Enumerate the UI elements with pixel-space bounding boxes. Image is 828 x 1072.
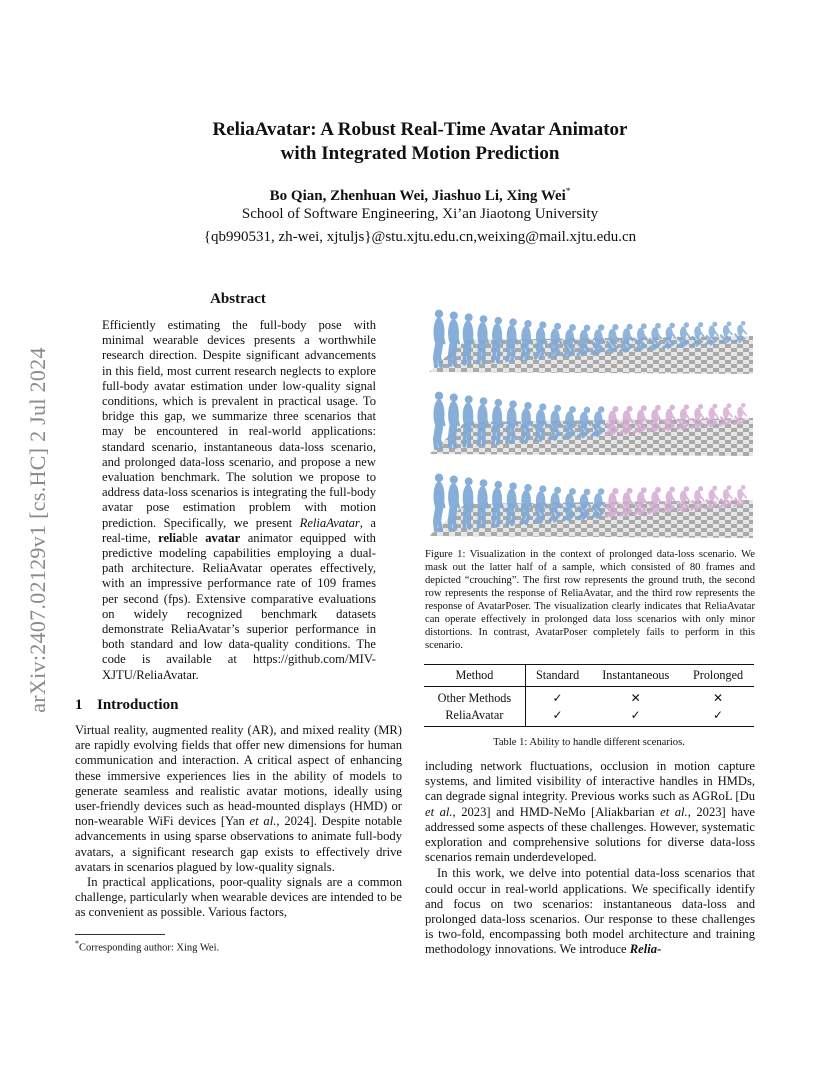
avatar-head bbox=[727, 403, 732, 408]
avatar-head bbox=[598, 324, 604, 330]
right-etal-2: et al. bbox=[660, 804, 688, 819]
intro-title: Introduction bbox=[97, 697, 179, 713]
figure-1 bbox=[425, 296, 753, 541]
figure-row-avatarposer bbox=[429, 474, 753, 538]
table-row bbox=[424, 687, 754, 708]
avatar-head bbox=[627, 406, 633, 412]
avatar-head bbox=[450, 312, 458, 320]
table-header-instantaneous: Instantaneous bbox=[589, 665, 682, 687]
avatar-head bbox=[495, 317, 503, 325]
avatar-head bbox=[669, 323, 675, 329]
avatar-head bbox=[495, 399, 503, 407]
avatar-head bbox=[509, 400, 517, 408]
abstract-text-c: ble bbox=[182, 530, 206, 545]
avatar-head bbox=[554, 323, 561, 330]
table-cell-standard: ✓ bbox=[552, 691, 563, 705]
figure-visualization bbox=[425, 296, 753, 541]
avatar-head bbox=[669, 405, 675, 411]
avatar-head bbox=[569, 324, 576, 331]
avatar-head bbox=[741, 485, 746, 490]
table-cell-prolonged: ✕ bbox=[712, 691, 724, 705]
table-cell-prolonged: ✓ bbox=[682, 707, 754, 727]
abstract-body bbox=[102, 318, 376, 683]
avatar-head bbox=[698, 404, 703, 409]
avatar-head bbox=[684, 322, 689, 327]
paper-title bbox=[120, 118, 720, 166]
emails: {qb990531, zh-wei, xjtuljs}@stu.xjtu.edu.cn,weixing@mail.xjtu.edu.cn bbox=[203, 229, 637, 245]
avatar-head bbox=[584, 325, 591, 332]
authors bbox=[80, 186, 760, 205]
intro-p1-b: , 2024]. Despite notable advancements in using sparse observations to animate full-body avatars, a significant research gap exists to effectively drive avatars in scenarios plagued by low-quality signals. bbox=[75, 814, 402, 874]
footnote-mark: * bbox=[75, 939, 79, 948]
intro-heading bbox=[75, 697, 178, 714]
author-names: Bo Qian, Zhenhuan Wei, Jiashuo Li, Xing Wei bbox=[269, 188, 566, 204]
avatar-legs bbox=[435, 509, 441, 530]
avatar-head bbox=[465, 313, 473, 321]
avatar-head bbox=[584, 407, 591, 414]
avatar-head bbox=[554, 487, 561, 494]
intro-p1-a: Virtual reality, augmented reality (AR), and mixed reality (MR) are rapidly evolving fields that offer new dimensions for human communication and interaction. A critical aspect of enhancing these immersive experiences lies in the ability of models to generate seamless and realistic avatar motions, ideally using user-friendly devices such as head-mounted displays (HMD) or non-wearable WiFi devices [Yan bbox=[75, 723, 402, 829]
figure-row-ground-truth bbox=[429, 310, 753, 374]
avatar-head bbox=[509, 482, 517, 490]
avatar-head bbox=[712, 486, 717, 491]
avatar-head bbox=[435, 392, 443, 400]
avatar-head bbox=[554, 405, 561, 412]
avatar-legs bbox=[435, 345, 441, 366]
table-cell-instantaneous: ✓ bbox=[589, 707, 682, 727]
avatar-head bbox=[584, 489, 591, 496]
avatar-head bbox=[480, 397, 488, 405]
avatar-head bbox=[727, 321, 732, 326]
avatar-head bbox=[741, 321, 746, 326]
avatar-head bbox=[524, 484, 531, 491]
table-cell-method: Other Methods bbox=[424, 687, 525, 708]
avatar-head bbox=[698, 486, 703, 491]
right-paragraph-2 bbox=[425, 866, 755, 957]
avatar-head bbox=[509, 318, 517, 326]
intro-paragraph-2: In practical applications, poor-quality signals are a common challenge, particularly when wearable devices are intended to be as convenient as possible. Various factors, bbox=[75, 875, 402, 920]
avatar-head bbox=[698, 322, 703, 327]
figure-row-reliaavatar bbox=[429, 392, 753, 456]
avatar-legs bbox=[535, 509, 543, 522]
avatar-head bbox=[435, 310, 443, 318]
intro-paragraph-1 bbox=[75, 723, 402, 875]
table-row bbox=[424, 707, 754, 727]
title-line-2: with Integrated Motion Prediction bbox=[280, 143, 560, 164]
avatar-head bbox=[727, 485, 732, 490]
abstract-text-b: , a real-time, bbox=[102, 515, 377, 545]
avatar-head bbox=[669, 487, 675, 493]
avatar-figure bbox=[434, 310, 445, 366]
footnote-text: Corresponding author: Xing Wei. bbox=[79, 942, 220, 954]
avatar-head bbox=[524, 320, 531, 327]
avatar-head bbox=[480, 315, 488, 323]
footnote bbox=[75, 939, 402, 954]
right-p1-b: , 2023] and HMD-NeMo [Aliakbarian bbox=[452, 804, 661, 819]
avatar-head bbox=[495, 481, 503, 489]
table-1 bbox=[424, 664, 754, 727]
affiliation: School of Software Engineering, Xi’an Jiaotong University bbox=[241, 206, 599, 222]
right-etal-1: et al. bbox=[425, 804, 453, 819]
avatar-legs bbox=[435, 427, 441, 448]
abstract-text-a: Efficiently estimating the full-body pose with minimal wearable devices presents a worthwhile research direction. Despite significant advancements in this field, most current research neglects to explore full-body avatar estimation under low-quality signal conditions, which is prevalent in practical usage. To bridge this gap, we summarize three scenarios that may be encountered in real-world applications: standard scenario, instantaneous data-loss scenario, and prolonged data-loss scenario, and propose a new evaluation benchmark. The solution we propose to address data-loss scenarios is integrating the full-body avatar pose estimation problem with motion prediction. Specifically, we present bbox=[102, 318, 376, 530]
avatar-head bbox=[569, 488, 576, 495]
table-cell-method: ReliaAvatar bbox=[424, 707, 525, 727]
avatar-head bbox=[480, 479, 488, 487]
abstract-avatar-bold: avatar bbox=[205, 530, 241, 545]
avatar-head bbox=[539, 485, 546, 492]
avatar-head bbox=[712, 404, 717, 409]
right-p1-c: , 2023] have addressed some aspects of these challenges. However, systematic exploration and comprehensive solutions for diverse data-loss scenarios remain underdeveloped. bbox=[425, 804, 756, 865]
abstract-text-d: animator equipped with predictive modeling capabilities employing a dual-path architecture. ReliaAvatar operates effectively, with an impressive performance rate of 109 frames per second (fps). Extensive comparative evaluations on widely recognized benchmark datasets demonstrate ReliaAvatar’s superior performance in both standard and low data-quality conditions. The code is available at https://github.com/MIV-XJTU/ReliaAvatar. bbox=[102, 530, 376, 682]
right-paragraph-1 bbox=[425, 759, 755, 865]
intro-etal: et al. bbox=[249, 814, 277, 829]
avatar-head bbox=[627, 488, 633, 494]
avatar-head bbox=[641, 323, 647, 329]
title-line-1: ReliaAvatar: A Robust Real-Time Avatar Animator bbox=[212, 119, 628, 140]
right-column-body bbox=[425, 759, 755, 958]
author-mark: * bbox=[565, 186, 571, 196]
abstract-heading: Abstract bbox=[210, 291, 266, 307]
avatar-head bbox=[684, 404, 689, 409]
figure-caption: Figure 1: Visualization in the context of prolonged data-loss scenario. We mask out the latter half of a sample, which consisted of 80 frames and depicted “crouching”. The first row represents the ground truth, the second row represents the response of ReliaAvatar, and the third row represents the response of AvatarPoser. The visualization clearly indicates that ReliaAvatar can operate effectively in prolonged data loss scenarios with only minor distortions. In contrast, AvatarPoser completely fails to perform in this scenario. bbox=[425, 549, 755, 651]
arxiv-sidebar bbox=[18, 300, 58, 760]
intro-body bbox=[75, 723, 402, 921]
right-p2-a: In this work, we delve into potential data-loss scenarios that could occur in real-world applications. We specifically identify and focus on two scenarios: instantaneous data-loss and prolonged data-loss scenarios. Our response to these challenges is two-fold, encompassing both model architecture and training methodology innovations. We introduce bbox=[425, 866, 755, 957]
avatar-head bbox=[655, 405, 661, 411]
table-header-row bbox=[424, 665, 754, 687]
avatar-head bbox=[524, 402, 531, 409]
arxiv-id: arXiv:2407.02129v1 [cs.HC] 2 Jul 2024 bbox=[25, 347, 50, 713]
right-p1-a: including network fluctuations, occlusion in motion capture systems, and limited visibility of interactive handles in HMDs, can degrade signal integrity. Previous works such as AGRoL [Du bbox=[425, 759, 755, 804]
abstract-name-italic: ReliaAvatar bbox=[299, 515, 360, 530]
avatar-head bbox=[539, 321, 546, 328]
scenario-table bbox=[424, 664, 754, 727]
avatar-figure bbox=[434, 474, 445, 530]
avatar-head bbox=[612, 324, 618, 330]
avatar-head bbox=[684, 486, 689, 491]
avatar-head bbox=[627, 324, 633, 330]
table-header-prolonged: Prolonged bbox=[682, 665, 754, 687]
table-header-standard: Standard bbox=[525, 665, 589, 687]
avatar-head bbox=[539, 403, 546, 410]
table-cell-instantaneous: ✕ bbox=[630, 691, 641, 705]
table-header-method: Method bbox=[424, 665, 525, 687]
avatar-head bbox=[598, 488, 604, 494]
avatar-head bbox=[465, 477, 473, 485]
avatar-head bbox=[569, 406, 576, 413]
abstract-relia-bold: relia bbox=[158, 530, 183, 545]
avatar-head bbox=[435, 474, 443, 482]
avatar-head bbox=[598, 406, 604, 412]
avatar-head bbox=[655, 487, 661, 493]
avatar-head bbox=[450, 394, 458, 402]
table-caption: Table 1: Ability to handle different scenarios. bbox=[493, 737, 685, 748]
avatar-figure bbox=[434, 392, 445, 448]
avatar-head bbox=[465, 395, 473, 403]
avatar-head bbox=[450, 476, 458, 484]
avatar-head bbox=[655, 323, 661, 329]
avatar-head bbox=[612, 488, 618, 494]
avatar-legs bbox=[535, 345, 543, 358]
avatar-head bbox=[741, 403, 746, 408]
avatar-head bbox=[641, 405, 647, 411]
avatar-head bbox=[641, 487, 647, 493]
right-p2-tail: Relia- bbox=[629, 942, 662, 957]
avatar-head bbox=[612, 406, 618, 412]
footnote-rule bbox=[75, 934, 165, 935]
avatar-legs bbox=[535, 427, 543, 440]
intro-number: 1 bbox=[75, 697, 83, 713]
avatar-head bbox=[712, 322, 717, 327]
table-cell-standard: ✓ bbox=[525, 707, 589, 727]
